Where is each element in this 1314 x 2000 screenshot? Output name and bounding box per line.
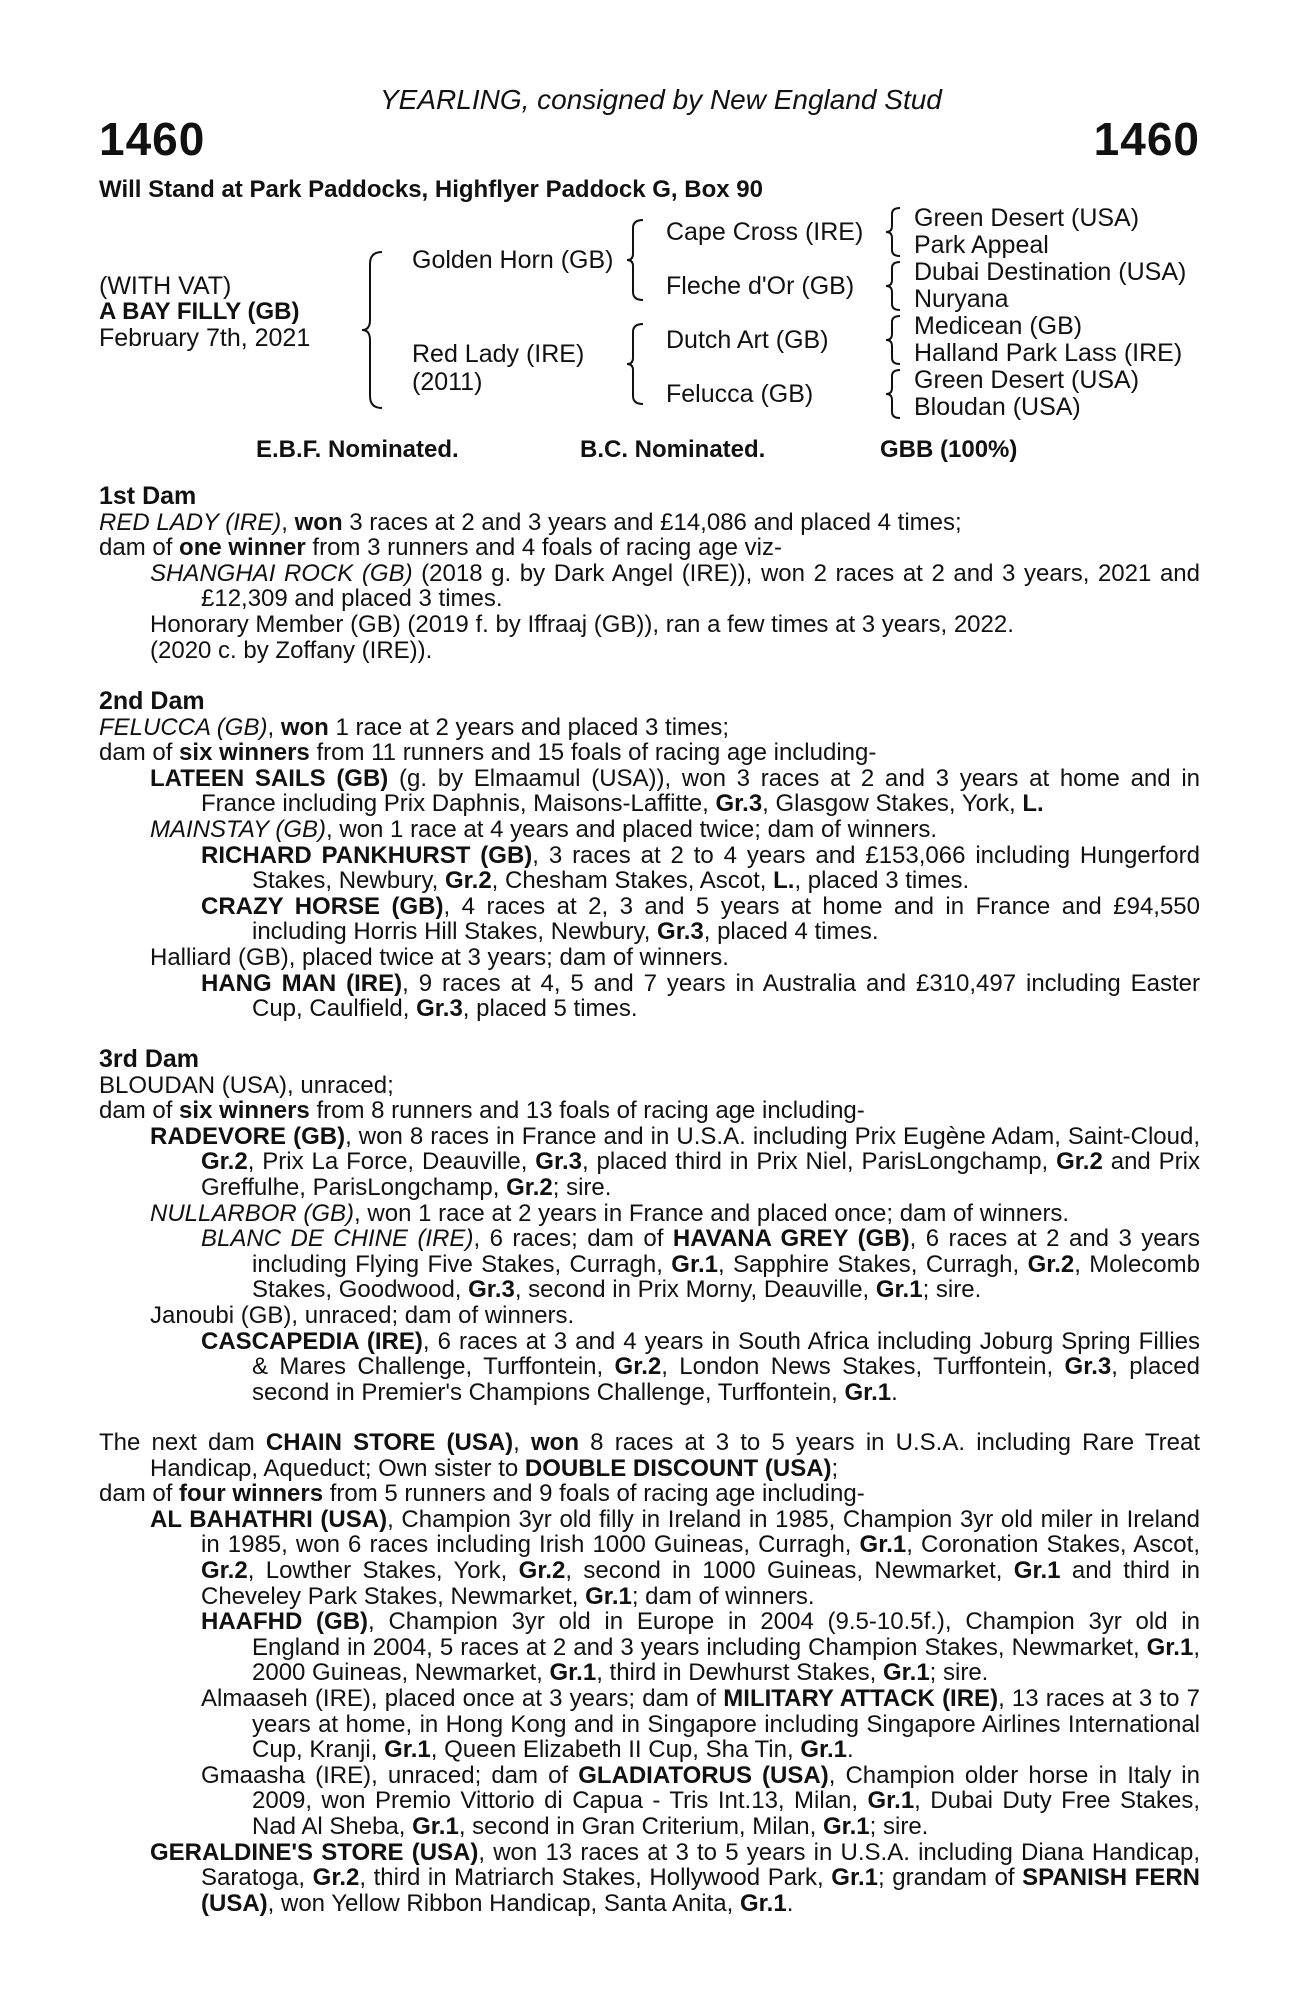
produce-entry: RICHARD PANKHURST (GB), 3 races at 2 to 4 years and £153,066 including Hungerford Stakes, Newbury, Gr.2, Chesham Stakes, Ascot, L., placed 3 times.	[201, 841, 1200, 895]
second-dam-heading: 2nd Dam	[99, 687, 205, 715]
pedigree-dds: Green Desert (USA)	[914, 366, 1140, 394]
produce-entry: HANG MAN (IRE), 9 races at 4, 5 and 7 years in Australia and £310,497 including Easter Cup, Caulfield, Gr.3, placed 5 times.	[201, 969, 1201, 1023]
next-dam-section	[99, 1430, 1200, 1916]
lot-number-left: 1460	[99, 113, 206, 165]
second-dam-line: FELUCCA (GB), won 1 race at 2 years and placed 3 times;	[99, 713, 730, 741]
horse-dob: February 7th, 2021	[99, 324, 311, 352]
third-dam-line: BLOUDAN (USA), unraced;	[99, 1071, 394, 1099]
pedigree-brace-main	[360, 250, 390, 410]
second-dam-section	[99, 689, 1200, 1022]
produce-entry: Janoubi (GB), unraced; dam of winners.	[150, 1301, 575, 1329]
horse-name: A BAY FILLY (GB)	[99, 298, 300, 325]
produce-entry: (2020 c. by Zoffany (IRE)).	[150, 636, 433, 664]
first-dam-heading: 1st Dam	[99, 482, 197, 510]
produce-entry: CRAZY HORSE (GB), 4 races at 2, 3 and 5 years at home and in France and £94,550 including Horris Hill Stakes, Newbury, Gr.3, placed 4 times.	[201, 892, 1200, 946]
next-dam-produce-summary: dam of four winners from 5 runners and 9 foals of racing age including-	[99, 1480, 865, 1508]
pedigree-sire: Golden Horn (GB)	[412, 246, 614, 274]
produce-entry: CASCAPEDIA (IRE), 6 races at 3 and 4 years in South Africa including Joburg Spring Fillies & Mares Challenge, Turffontein, Gr.2, London News Stakes, Turffontein, Gr.3, placed second in Premier's Champions Challenge, Turffontein, Gr.1.	[201, 1327, 1201, 1406]
pedigree-brace-ds	[884, 314, 904, 366]
pedigree-sire-sire: Cape Cross (IRE)	[666, 218, 864, 246]
pedigree-dam: Red Lady (IRE)	[412, 340, 585, 368]
produce-entry: AL BAHATHRI (USA), Champion 3yr old filly in Ireland in 1985, Champion 3yr old miler in Ireland in 1985, won 6 races including Irish 1000 Guineas, Curragh, Gr.1, Coronation Stakes, Ascot, Gr.2, Lowther Stakes, York, Gr.2, second in 1000 Guineas, Newmarket, Gr.1 and third in Cheveley Park Stakes, Newmarket, Gr.1; dam of winners.	[150, 1505, 1200, 1610]
produce-entry: SHANGHAI ROCK (GB) (2018 g. by Dark Angel (IRE)), won 2 races at 2 and 3 years, 2021 and £12,309 and placed 3 times.	[150, 559, 1200, 613]
pedigree-dss: Medicean (GB)	[914, 312, 1083, 340]
pedigree-dam-sire: Dutch Art (GB)	[666, 326, 829, 354]
ebf-nominated: E.B.F. Nominated.	[256, 436, 459, 463]
pedigree-brace-dd	[884, 368, 904, 420]
pedigree-sire-dam: Fleche d'Or (GB)	[666, 272, 855, 300]
bc-nominated: B.C. Nominated.	[580, 436, 766, 463]
next-dam-line: The next dam CHAIN STORE (USA), won 8 races at 3 to 5 years in U.S.A. including Rare Treat Handicap, Aqueduct; Own sister to DOUBLE DISCOUNT (USA);	[99, 1429, 1200, 1482]
pedigree-sss: Green Desert (USA)	[914, 204, 1140, 232]
pedigree-brace-ss	[884, 206, 904, 258]
produce-entry: LATEEN SAILS (GB) (g. by Elmaamul (USA)), won 3 races at 2 and 3 years at home and in France including Prix Daphnis, Maisons-Laffitte, Gr.3, Glasgow Stakes, York, L.	[150, 764, 1201, 818]
produce-entry: RADEVORE (GB), won 8 races in France and in U.S.A. including Prix Eugène Adam, Saint-Cloud, Gr.2, Prix La Force, Deauville, Gr.3, placed third in Prix Niel, ParisLongchamp, Gr.2 and Prix Greffulhe, ParisLongchamp, Gr.2; sire.	[150, 1122, 1200, 1201]
first-dam-line: RED LADY (IRE), won 3 races at 2 and 3 years and £14,086 and placed 4 times;	[99, 508, 962, 536]
lot-number-right: 1460	[1093, 113, 1200, 165]
vat-note: (WITH VAT)	[99, 272, 232, 300]
pedigree-sds: Dubai Destination (USA)	[914, 258, 1187, 286]
pedigree-brace-dam	[625, 322, 647, 406]
pedigree-dsd: Halland Park Lass (IRE)	[914, 339, 1183, 367]
produce-entry: BLANC DE CHINE (IRE), 6 races; dam of HAVANA GREY (GB), 6 races at 2 and 3 years including Flying Five Stakes, Curragh, Gr.1, Sapphire Stakes, Curragh, Gr.2, Molecomb Stakes, Goodwood, Gr.3, second in Prix Morny, Deauville, Gr.1; sire.	[201, 1225, 1200, 1304]
gbb-status: GBB (100%)	[880, 436, 1018, 463]
third-dam-section	[99, 1047, 1200, 1405]
first-dam-section	[99, 484, 1200, 663]
pedigree-ddd: Bloudan (USA)	[914, 393, 1081, 421]
third-dam-heading: 3rd Dam	[99, 1045, 200, 1073]
pedigree-sdd: Nuryana	[914, 285, 1009, 313]
pedigree-dam-dam: Felucca (GB)	[666, 380, 814, 408]
pedigree-brace-sire	[625, 218, 647, 302]
stand-location: Will Stand at Park Paddocks, Highflyer Paddock G, Box 90	[99, 176, 763, 203]
second-dam-produce-summary: dam of six winners from 11 runners and 15 foals of racing age including-	[99, 739, 877, 767]
produce-entry: HAAFHD (GB), Champion 3yr old in Europe in 2004 (9.5-10.5f.), Champion 3yr old in England in 2004, 5 races at 2 and 3 years including Champion Stakes, Newmarket, Gr.1, 2000 Guineas, Newmarket, Gr.1, third in Dewhurst Stakes, Gr.1; sire.	[201, 1608, 1200, 1687]
produce-entry: NULLARBOR (GB), won 1 race at 2 years in France and placed once; dam of winners.	[150, 1199, 1070, 1227]
produce-entry: Almaaseh (IRE), placed once at 3 years; dam of MILITARY ATTACK (IRE), 13 races at 3 to 7 years at home, in Hong Kong and in Singapore including Singapore Airlines International Cup, Kranji, Gr.1, Queen Elizabeth II Cup, Sha Tin, Gr.1.	[201, 1684, 1200, 1764]
pedigree-brace-sd	[884, 260, 904, 312]
produce-entry: MAINSTAY (GB), won 1 race at 4 years and placed twice; dam of winners.	[150, 815, 937, 843]
produce-entry: Honorary Member (GB) (2019 f. by Iffraaj (GB)), ran a few times at 3 years, 2022.	[150, 610, 1014, 638]
third-dam-produce-summary: dam of six winners from 8 runners and 13 foals of racing age including-	[99, 1097, 865, 1125]
produce-entry: GERALDINE'S STORE (USA), won 13 races at 3 to 5 years in U.S.A. including Diana Handicap, Saratoga, Gr.2, third in Matriarch Stakes, Hollywood Park, Gr.1; grandam of SPANISH FERN (USA), won Yellow Ribbon Handicap, Santa Anita, Gr.1.	[150, 1838, 1200, 1917]
first-dam-produce-summary: dam of one winner from 3 runners and 4 foals of racing age viz-	[99, 534, 782, 562]
pedigree-dam-year: (2011)	[412, 368, 483, 396]
consignment-header: YEARLING, consigned by New England Stud	[380, 84, 942, 115]
produce-entry: Halliard (GB), placed twice at 3 years; dam of winners.	[150, 943, 729, 971]
produce-entry: Gmaasha (IRE), unraced; dam of GLADIATORUS (USA), Champion older horse in Italy in 2009, won Premio Vittorio di Capua - Tris Int.13, Milan, Gr.1, Dubai Duty Free Stakes, Nad Al Sheba, Gr.1, second in Gran Criterium, Milan, Gr.1; sire.	[201, 1761, 1201, 1840]
pedigree-ssd: Park Appeal	[914, 231, 1049, 259]
